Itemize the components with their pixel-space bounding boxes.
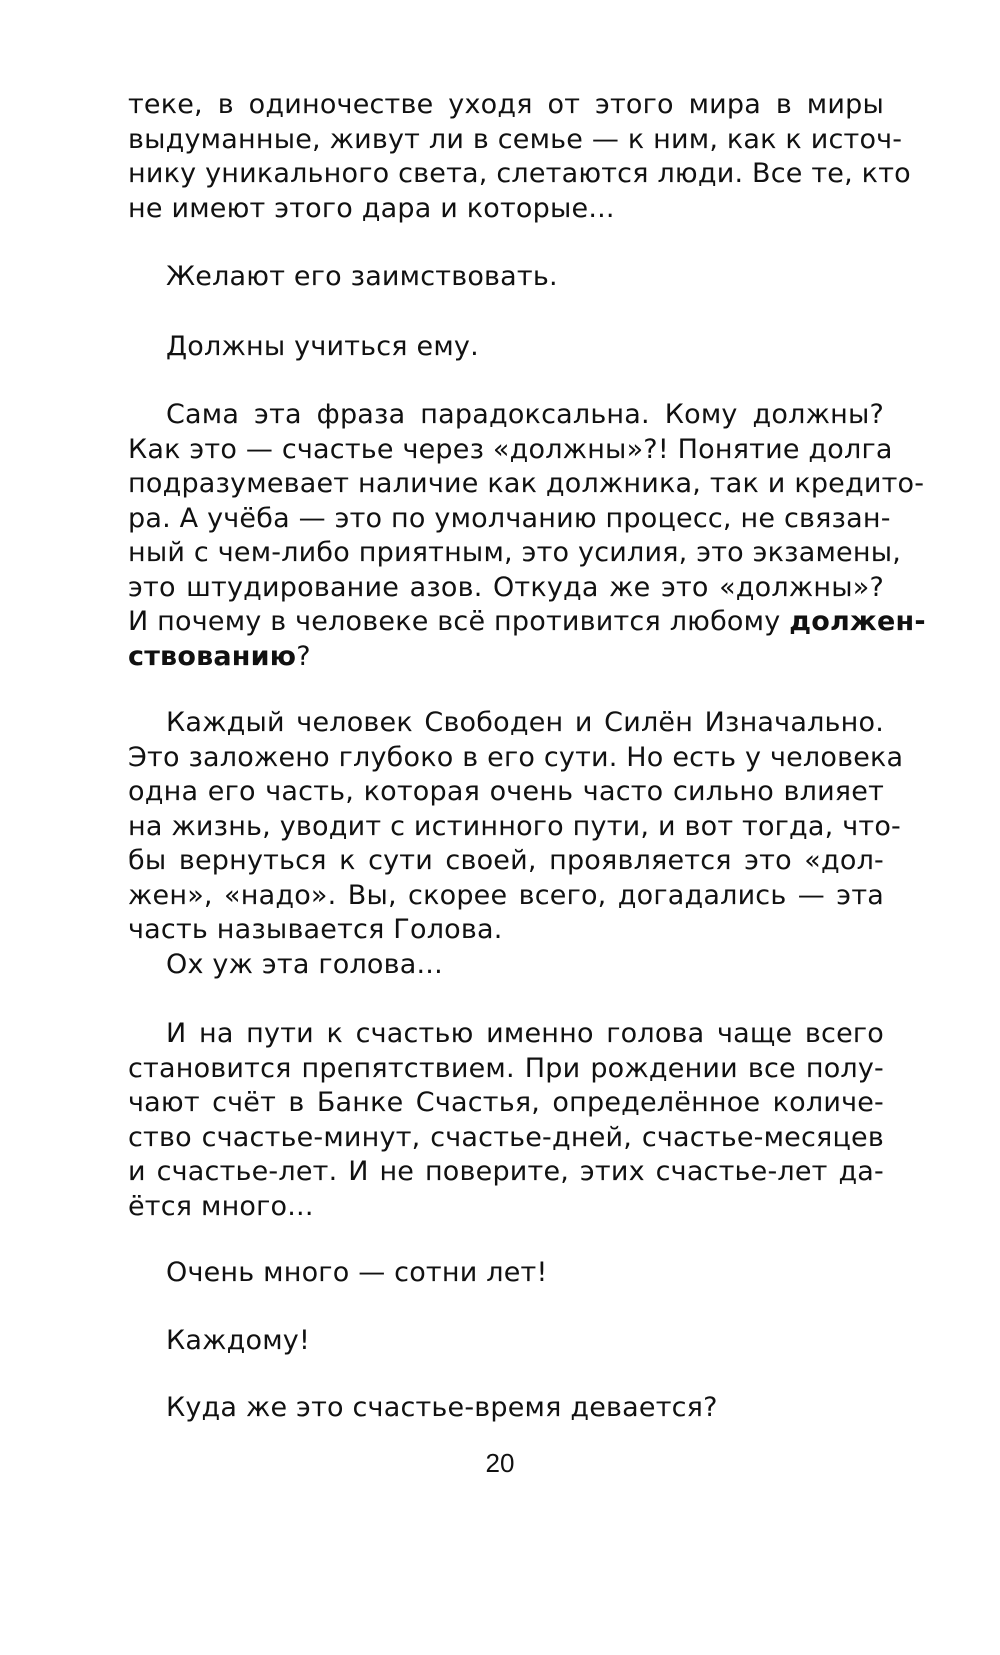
text-line: на жизнь, уводит с истинного пути, и вот тогда, что- bbox=[128, 810, 901, 842]
text-line: Должны учиться ему. bbox=[166, 331, 479, 362]
text-line: ный с чем-либо приятным, это усилия, это экзамены, bbox=[128, 537, 902, 568]
text-line: Каждый человек Свободен и Силён Изначально. bbox=[166, 707, 884, 738]
text-line: Каждому! bbox=[166, 1325, 310, 1356]
paragraph-5 bbox=[128, 706, 904, 948]
text-line: Сама эта фраза парадоксальна. Кому должны? bbox=[166, 399, 884, 430]
text-line: выдуманные, живут ли в семье — к ним, как к источ- bbox=[128, 123, 903, 155]
paragraph-1 bbox=[128, 88, 911, 226]
paragraph-6 bbox=[128, 948, 884, 983]
text-line: жен», «надо». Вы, скорее всего, догадались — эта bbox=[128, 879, 884, 911]
text-line: это штудирование азов. Откуда же это «должны»? bbox=[128, 571, 884, 603]
text-line: часть называется Голова. bbox=[128, 914, 503, 945]
paragraph-2 bbox=[128, 260, 884, 295]
bold-term: должен- bbox=[789, 606, 926, 637]
text-line: ётся много... bbox=[128, 1190, 314, 1222]
text-line: Куда же это счастье-время девается? bbox=[166, 1392, 718, 1423]
text-line: одна его часть, которая очень часто сильно влияет bbox=[128, 776, 884, 807]
text-line: чают счёт в Банке Счастья, определённое количе- bbox=[128, 1087, 884, 1118]
paragraph-3 bbox=[128, 330, 884, 365]
text-line: подразумевает наличие как должника, так и кредито- bbox=[128, 468, 925, 499]
text-line: И на пути к счастью именно голова чаще всего bbox=[166, 1018, 884, 1049]
page-number: 20 bbox=[485, 1448, 515, 1478]
paragraph-10 bbox=[128, 1391, 884, 1426]
paragraph-7 bbox=[128, 1017, 884, 1224]
paragraph-9 bbox=[128, 1324, 884, 1359]
text-line: теке, в одиночестве уходя от этого мира в миры bbox=[128, 89, 884, 120]
text-line: и счастье-лет. И не поверите, этих счастье-лет да- bbox=[128, 1156, 884, 1187]
text-line: ство счастье-минут, счастье-дней, счастье-месяцев bbox=[128, 1121, 884, 1153]
text-line bbox=[128, 605, 926, 640]
text-fragment: И почему в человеке всё противится любому bbox=[128, 606, 790, 637]
text-fragment: ? bbox=[296, 640, 311, 672]
paragraph-4 bbox=[128, 398, 926, 674]
text-line: ра. А учёба — это по умолчанию процесс, не связан- bbox=[128, 502, 891, 534]
text-line: Желают его заимствовать. bbox=[166, 261, 558, 292]
text-line: не имеют этого дара и которые... bbox=[128, 192, 615, 224]
text-line: нику уникального света, слетаются люди. Все те, кто bbox=[128, 158, 911, 189]
text-line: Как это — счастье через «должны»?! Понятие долга bbox=[128, 433, 893, 465]
paragraph-8 bbox=[128, 1256, 884, 1291]
text-line: Очень много — сотни лет! bbox=[166, 1257, 548, 1288]
text-line: Это заложено глубоко в его сути. Но есть у человека bbox=[128, 741, 904, 773]
text-line: Ох уж эта голова... bbox=[166, 949, 443, 980]
text-line: становится препятствием. При рождении все полу- bbox=[128, 1052, 884, 1084]
text-line bbox=[128, 640, 884, 675]
text-line: бы вернуться к сути своей, проявляется это «дол- bbox=[128, 845, 884, 876]
bold-term: ствованию bbox=[128, 640, 297, 672]
